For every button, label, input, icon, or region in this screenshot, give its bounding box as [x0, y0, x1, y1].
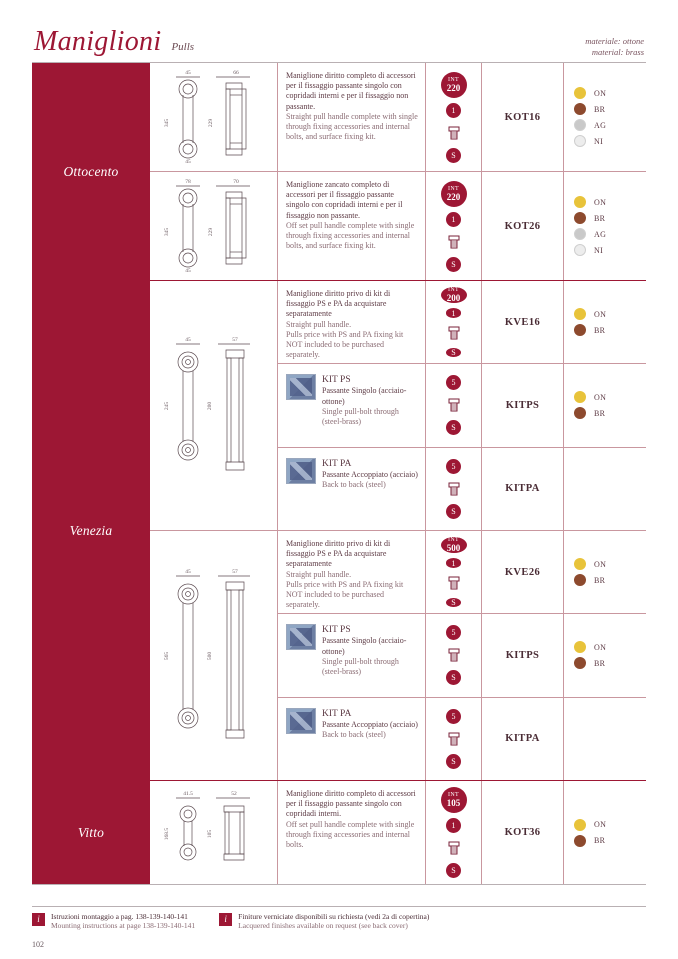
- size-badge: S: [446, 504, 461, 519]
- product-drawing: [154, 790, 274, 876]
- quantity-badge: 5: [446, 625, 461, 640]
- description-en: Single pull-bolt through (steel-brass): [322, 406, 399, 427]
- description-it: Maniglione diritto privo di kit di fissaggio PS e PA da acquistare separatamente: [286, 289, 391, 319]
- screw-icon: [444, 323, 464, 343]
- interaxis-badge: [441, 72, 467, 98]
- finish-color-dot: [574, 103, 586, 115]
- kit-name: KIT PA: [322, 458, 352, 469]
- finish-code: ON: [594, 309, 607, 319]
- description-cell: [278, 698, 426, 780]
- description-cell: [278, 63, 426, 171]
- size-badge: S: [446, 670, 461, 685]
- drawing-cell: [150, 781, 278, 884]
- drawing-cell: [150, 63, 278, 171]
- kit-name: KIT PS: [322, 375, 351, 386]
- product-code: KITPA: [482, 698, 564, 780]
- kit-image: [286, 708, 316, 734]
- svg-text:500: 500: [206, 651, 213, 660]
- svg-text:57: 57: [231, 568, 238, 575]
- finishes-cell: [564, 63, 646, 171]
- product-table: [32, 62, 646, 885]
- svg-text:345: 345: [163, 118, 170, 128]
- interaxis-label: INT: [448, 792, 459, 798]
- svg-text:229: 229: [207, 118, 214, 128]
- finish-item: [574, 657, 636, 669]
- size-badge: S: [446, 863, 461, 878]
- footnote-mounting: [32, 912, 195, 932]
- interaxis-label: INT: [448, 185, 459, 192]
- product-block: [150, 531, 646, 780]
- product-code: KITPS: [482, 364, 564, 446]
- size-badge: S: [446, 420, 461, 435]
- finish-item: [574, 119, 636, 131]
- svg-text:345: 345: [163, 227, 170, 237]
- footnote-mounting-it: Istruzioni montaggio a pag. 138-139-140-141: [51, 911, 188, 921]
- material-note: [585, 36, 644, 57]
- interaxis-label: INT: [448, 287, 459, 294]
- kit-image: [286, 624, 316, 650]
- footnote-mounting-en: Mounting instructions at page 138-139-140-141: [51, 921, 196, 931]
- finishes-cell: [564, 614, 646, 696]
- finish-item: [574, 196, 636, 208]
- finish-code: AG: [594, 120, 607, 130]
- finish-color-dot: [574, 819, 586, 831]
- finish-code: NI: [594, 136, 604, 146]
- finish-code: BR: [594, 658, 606, 668]
- drawing-cell: [150, 281, 278, 530]
- title-block: [34, 26, 644, 58]
- badges-cell: [426, 172, 482, 280]
- svg-text:45: 45: [184, 159, 191, 165]
- description-en: Back to back (steel): [322, 730, 386, 740]
- finish-item: [574, 819, 636, 831]
- screw-icon: [444, 573, 464, 593]
- interaxis-badge: [441, 787, 467, 813]
- footnote-finishes: [219, 912, 429, 932]
- quantity-badge: 1: [446, 103, 461, 118]
- size-badge: S: [446, 148, 461, 163]
- finish-color-dot: [574, 228, 586, 240]
- svg-text:57: 57: [231, 336, 238, 343]
- product-block: [150, 781, 646, 884]
- screw-icon: [444, 395, 464, 415]
- finish-color-dot: [574, 391, 586, 403]
- material-en: material: brass: [591, 46, 644, 57]
- product-code: KOT26: [482, 172, 564, 280]
- finish-code: BR: [594, 104, 606, 114]
- finish-color-dot: [574, 641, 586, 653]
- description-en: Straight pull handle. Pulls price with PS and PA fixing kit NOT included to be purchased separately.: [286, 569, 404, 610]
- finish-item: [574, 244, 636, 256]
- badges-cell: [426, 698, 482, 780]
- description-text: [322, 624, 419, 677]
- finish-code: ON: [594, 820, 607, 829]
- description-it: Passante Singolo (acciaio-ottone): [322, 386, 407, 406]
- page-title: Maniglioni: [34, 26, 162, 57]
- description-text: [322, 708, 418, 741]
- description-it: Passante Accoppiato (acciaio): [322, 719, 418, 729]
- finish-code: ON: [594, 642, 607, 652]
- page-subtitle: Pulls: [171, 41, 195, 53]
- quantity-badge: 1: [446, 212, 461, 227]
- product-block: [150, 172, 646, 280]
- material-it: materiale: ottone: [585, 36, 644, 46]
- variant-row: [278, 698, 646, 780]
- description-cell: [278, 781, 426, 884]
- size-badge: S: [446, 257, 461, 272]
- svg-text:229: 229: [207, 227, 214, 237]
- finishes-cell: [564, 781, 646, 884]
- svg-text:45: 45: [184, 336, 191, 343]
- product-code: KVE26: [482, 531, 564, 613]
- variant-row: [278, 172, 646, 280]
- description-it: Passante Singolo (acciaio-ottone): [322, 636, 407, 656]
- quantity-badge: 1: [446, 818, 461, 833]
- interaxis-badge: [441, 537, 467, 553]
- quantity-badge: 5: [446, 709, 461, 724]
- finish-color-dot: [574, 212, 586, 224]
- product-code: KITPA: [482, 448, 564, 530]
- info-icon-left: i: [32, 913, 45, 926]
- description-it: Maniglione diritto completo di accessori per il fissaggio passante singolo con copridadi interni e per il fissaggio non passante.: [286, 71, 416, 111]
- description-en: Straight pull handle complete with single through fixing accessories and internal bolts, and surface fixing kit.: [286, 111, 418, 142]
- description-text: [286, 539, 419, 611]
- finish-item: [574, 87, 636, 99]
- product-code: KOT16: [482, 63, 564, 171]
- interaxis-value: 105: [446, 798, 461, 808]
- finish-color-dot: [574, 657, 586, 669]
- description-en: Back to back (steel): [322, 480, 386, 490]
- description-text: [286, 789, 419, 850]
- description-text: [286, 180, 419, 252]
- finish-code: NI: [594, 245, 604, 255]
- variant-row: [278, 614, 646, 697]
- description-cell: [278, 364, 426, 446]
- quantity-badge: 1: [446, 558, 461, 567]
- variant-row: [278, 531, 646, 614]
- kit-image: [286, 458, 316, 484]
- svg-text:78: 78: [184, 179, 191, 185]
- product-drawing: [154, 69, 274, 165]
- badges-cell: [426, 781, 482, 884]
- svg-text:168.5: 168.5: [163, 827, 170, 840]
- description-en: Single pull-bolt through (steel-brass): [322, 656, 399, 677]
- variant-row: [278, 448, 646, 530]
- finish-code: AG: [594, 229, 607, 239]
- svg-text:52: 52: [230, 790, 237, 797]
- finish-item: [574, 641, 636, 653]
- description-text: [286, 289, 419, 361]
- finish-code: BR: [594, 325, 606, 335]
- svg-text:245: 245: [163, 401, 170, 410]
- info-icon-right: i: [219, 913, 232, 926]
- description-text: [322, 458, 418, 491]
- interaxis-label: INT: [448, 537, 459, 544]
- finish-item: [574, 103, 636, 115]
- badges-cell: [426, 448, 482, 530]
- finish-code: ON: [594, 559, 607, 569]
- description-it: Maniglione zancato completo di accessori per il fissaggio passante singolo con copridadi interni e per il fissaggio non passante.: [286, 180, 403, 220]
- description-en: Off set pull handle complete with single through fixing accessories and internal bolts.: [286, 819, 415, 850]
- screw-icon: [444, 838, 464, 858]
- screw-icon: [444, 729, 464, 749]
- svg-text:105: 105: [206, 829, 213, 838]
- badges-cell: [426, 63, 482, 171]
- finish-color-dot: [574, 308, 586, 320]
- finish-item: [574, 407, 636, 419]
- interaxis-value: 220: [446, 191, 461, 202]
- description-cell: [278, 614, 426, 696]
- finishes-cell: [564, 531, 646, 613]
- svg-text:565: 565: [163, 651, 170, 660]
- finish-color-dot: [574, 324, 586, 336]
- finish-color-dot: [574, 135, 586, 147]
- family-row: [32, 280, 646, 780]
- kit-image: [286, 374, 316, 400]
- product-block: [150, 281, 646, 531]
- finish-item: [574, 574, 636, 586]
- finish-code: ON: [594, 88, 607, 98]
- size-badge: S: [446, 754, 461, 769]
- finishes-cell: [564, 172, 646, 280]
- svg-text:45: 45: [184, 70, 191, 76]
- svg-text:70: 70: [232, 179, 239, 185]
- svg-text:41.5: 41.5: [182, 790, 193, 797]
- finish-color-dot: [574, 835, 586, 847]
- finishes-cell: [564, 364, 646, 446]
- finish-color-dot: [574, 574, 586, 586]
- interaxis-badge: [441, 287, 467, 303]
- size-badge: S: [446, 598, 461, 607]
- footnote-finishes-it: Finiture verniciate disponibili su richiesta (vedi 2a di copertina): [238, 911, 430, 921]
- family-name: Venezia: [32, 281, 150, 780]
- screw-icon: [444, 645, 464, 665]
- description-text: [322, 374, 419, 427]
- finish-item: [574, 228, 636, 240]
- description-cell: [278, 448, 426, 530]
- finish-code: BR: [594, 836, 606, 845]
- drawing-cell: [150, 531, 278, 780]
- finish-color-dot: [574, 407, 586, 419]
- finish-code: ON: [594, 197, 607, 207]
- finish-color-dot: [574, 244, 586, 256]
- finish-item: [574, 835, 636, 847]
- finish-code: BR: [594, 408, 606, 418]
- family-row: [32, 63, 646, 280]
- interaxis-label: INT: [448, 76, 459, 83]
- family-name: Vitto: [32, 781, 150, 884]
- screw-icon: [444, 232, 464, 252]
- quantity-badge: 1: [446, 308, 461, 317]
- description-it: Passante Accoppiato (acciaio): [322, 469, 418, 479]
- finish-color-dot: [574, 87, 586, 99]
- size-badge: S: [446, 348, 461, 357]
- drawing-cell: [150, 172, 278, 280]
- svg-text:45: 45: [184, 568, 191, 575]
- finishes-cell: [564, 698, 646, 780]
- page-footer: [32, 906, 646, 932]
- svg-text:45: 45: [184, 268, 191, 274]
- finish-item: [574, 391, 636, 403]
- interaxis-value: 200: [446, 293, 461, 304]
- product-drawing: [154, 336, 274, 476]
- finish-color-dot: [574, 558, 586, 570]
- product-drawing: [154, 568, 274, 744]
- finish-code: BR: [594, 213, 606, 223]
- finish-item: [574, 308, 636, 320]
- svg-text:200: 200: [206, 401, 213, 410]
- description-cell: [278, 531, 426, 613]
- family-row: [32, 780, 646, 884]
- page-number: 102: [32, 940, 44, 949]
- badges-cell: [426, 531, 482, 613]
- product-drawing: [154, 178, 274, 274]
- description-cell: [278, 281, 426, 363]
- description-en: Straight pull handle. Pulls price with PS and PA fixing kit NOT included to be purchased separately.: [286, 319, 404, 360]
- page-header: [0, 0, 678, 62]
- screw-icon: [444, 123, 464, 143]
- svg-text:66: 66: [232, 70, 239, 76]
- variant-row: [278, 63, 646, 171]
- description-en: Off set pull handle complete with single through fixing accessories and internal bolts, and surface fixing kit.: [286, 220, 415, 251]
- finish-item: [574, 135, 636, 147]
- description-cell: [278, 172, 426, 280]
- footnote-finishes-en: Lacquered finishes available on request (see back cover): [238, 921, 408, 931]
- product-block: [150, 63, 646, 172]
- screw-icon: [444, 479, 464, 499]
- finish-item: [574, 212, 636, 224]
- interaxis-value: 220: [446, 82, 461, 93]
- finish-color-dot: [574, 119, 586, 131]
- finish-item: [574, 558, 636, 570]
- quantity-badge: 5: [446, 375, 461, 390]
- finish-item: [574, 324, 636, 336]
- description-text: [286, 71, 419, 143]
- kit-name: KIT PS: [322, 625, 351, 636]
- variant-row: [278, 781, 646, 884]
- interaxis-value: 500: [446, 543, 461, 554]
- finishes-cell: [564, 281, 646, 363]
- finishes-cell: [564, 448, 646, 530]
- description-it: Maniglione diritto completo di accessori per il fissaggio passante singolo con copridadi interni.: [286, 789, 416, 819]
- family-name: Ottocento: [32, 63, 150, 280]
- finish-color-dot: [574, 196, 586, 208]
- interaxis-badge: [441, 181, 467, 207]
- variant-row: [278, 364, 646, 447]
- finish-code: BR: [594, 575, 606, 585]
- kit-name: KIT PA: [322, 708, 352, 719]
- quantity-badge: 5: [446, 459, 461, 474]
- variant-row: [278, 281, 646, 364]
- product-code: KOT36: [482, 781, 564, 884]
- badges-cell: [426, 364, 482, 446]
- badges-cell: [426, 614, 482, 696]
- product-code: KVE16: [482, 281, 564, 363]
- badges-cell: [426, 281, 482, 363]
- description-it: Maniglione diritto privo di kit di fissaggio PS e PA da acquistare separatamente: [286, 539, 391, 569]
- product-code: KITPS: [482, 614, 564, 696]
- finish-code: ON: [594, 392, 607, 402]
